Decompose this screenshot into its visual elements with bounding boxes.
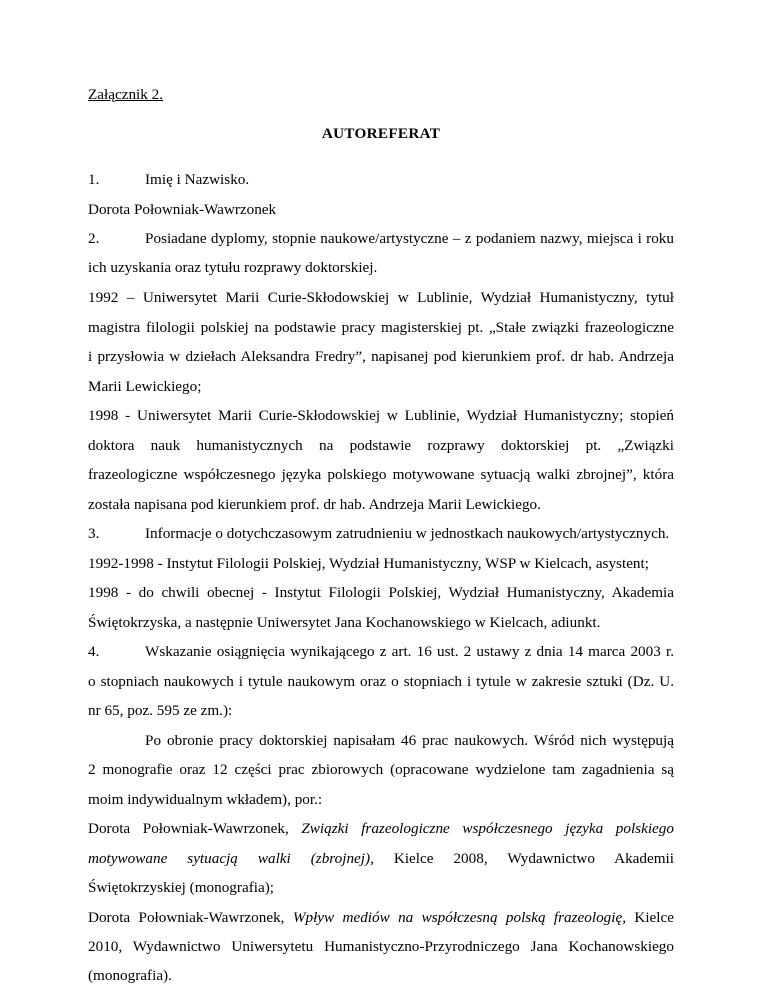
- section-1-heading: [88, 170, 674, 190]
- section-heading-text: Posiadane dyplomy, stopnie naukowe/artystyczne – z podaniem nazwy, miejsca i roku: [145, 230, 674, 247]
- reference-1-line: Świętokrzyskiej (monografia);: [88, 879, 274, 896]
- paragraph-line: 1998 - do chwili obecnej - Instytut Filologii Polskiej, Wydział Humanistyczny, Akademia: [88, 584, 674, 601]
- reference-title: Wpływ mediów na współczesną polską frazeologię,: [292, 909, 627, 926]
- paragraph-line: doktora nauk humanistycznych na podstawie rozprawy doktorskiej pt. „Związki: [88, 437, 674, 454]
- reference-place: Kielce: [626, 909, 674, 926]
- reference-1-line: [88, 849, 674, 869]
- section-4-heading-cont: nr 65, poz. 595 ze zm.):: [88, 702, 233, 719]
- reference-2-line: 2010, Wydawnictwo Uniwersytetu Humanistyczno-Przyrodniczego Jana Kochanowskiego: [88, 938, 674, 955]
- attachment-label: Załącznik 2.: [88, 86, 164, 103]
- paragraph-line: frazeologiczne współczesnego języka polskiego motywowane sytuacją walki zbrojnej”, która: [88, 466, 674, 483]
- reference-2-line: [88, 908, 674, 928]
- section-2-heading: [88, 229, 674, 249]
- paragraph-line: 1992 – Uniwersytet Marii Curie-Skłodowskiej w Lublinie, Wydział Humanistyczny, tytuł: [88, 289, 674, 306]
- paragraph-line: Po obronie pracy doktorskiej napisałam 46 prac naukowych. Wśród nich występują: [145, 732, 674, 749]
- section-heading-text: Informacje o dotychczasowym zatrudnieniu w jednostkach naukowych/artystycznych.: [145, 525, 670, 542]
- paragraph-line: Marii Lewickiego;: [88, 378, 202, 395]
- author-name: Dorota Połowniak-Wawrzonek: [88, 201, 277, 218]
- paragraph-line: i przysłowia w dziełach Aleksandra Fredry”, napisanej pod kierunkiem prof. dr hab. Andrzeja: [88, 348, 674, 365]
- section-2-heading-cont: ich uzyskania oraz tytułu rozprawy doktorskiej.: [88, 259, 378, 276]
- reference-1-line: [88, 819, 674, 839]
- reference-title: motywowane sytuacją walki (zbrojnej),: [88, 850, 374, 867]
- section-heading-text: Wskazanie osiągnięcia wynikającego z art. 16 ust. 2 ustawy z dnia 14 marca 2003 r.: [145, 643, 674, 660]
- section-4-heading: [88, 642, 674, 662]
- section-3-heading: [88, 524, 674, 544]
- reference-author: Dorota Połowniak-Wawrzonek,: [88, 909, 293, 926]
- section-4-heading-cont: o stopniach naukowych i tytule naukowym oraz o stopniach i tytule w zakresie sztuki (Dz. U.: [88, 673, 674, 690]
- section-heading-text: Imię i Nazwisko.: [145, 171, 250, 188]
- paragraph-line: 1992-1998 - Instytut Filologii Polskiej, Wydział Humanistyczny, WSP w Kielcach, asystent;: [88, 555, 649, 572]
- document-title: AUTOREFERAT: [321, 125, 441, 142]
- paragraph-line: Świętokrzyska, a następnie Uniwersytet Jana Kochanowskiego w Kielcach, adiunkt.: [88, 614, 601, 631]
- paragraph-line: 2 monografie oraz 12 części prac zbiorowych (opracowane wydzielone tam zagadnienia są: [88, 761, 674, 778]
- section-number: 1.: [88, 171, 100, 188]
- paragraph-line: moim indywidualnym wkładem), por.:: [88, 791, 323, 808]
- paragraph-line: została napisana pod kierunkiem prof. dr hab. Andrzeja Marii Lewickiego.: [88, 496, 541, 513]
- section-number: 4.: [88, 643, 100, 660]
- section-number: 3.: [88, 525, 100, 542]
- reference-title: Związki frazeologiczne współczesnego języka polskiego: [301, 820, 674, 837]
- section-number: 2.: [88, 230, 100, 247]
- paragraph-line: 1998 - Uniwersytet Marii Curie-Skłodowskiej w Lublinie, Wydział Humanistyczny; stopień: [88, 407, 674, 424]
- reference-author: Dorota Połowniak-Wawrzonek,: [88, 820, 302, 837]
- reference-publisher: Kielce 2008, Wydawnictwo Akademii: [373, 850, 674, 867]
- reference-2-line: (monografia).: [88, 967, 172, 984]
- paragraph-line: magistra filologii polskiej na podstawie pracy magisterskiej pt. „Stałe związki frazeologiczne: [88, 319, 674, 336]
